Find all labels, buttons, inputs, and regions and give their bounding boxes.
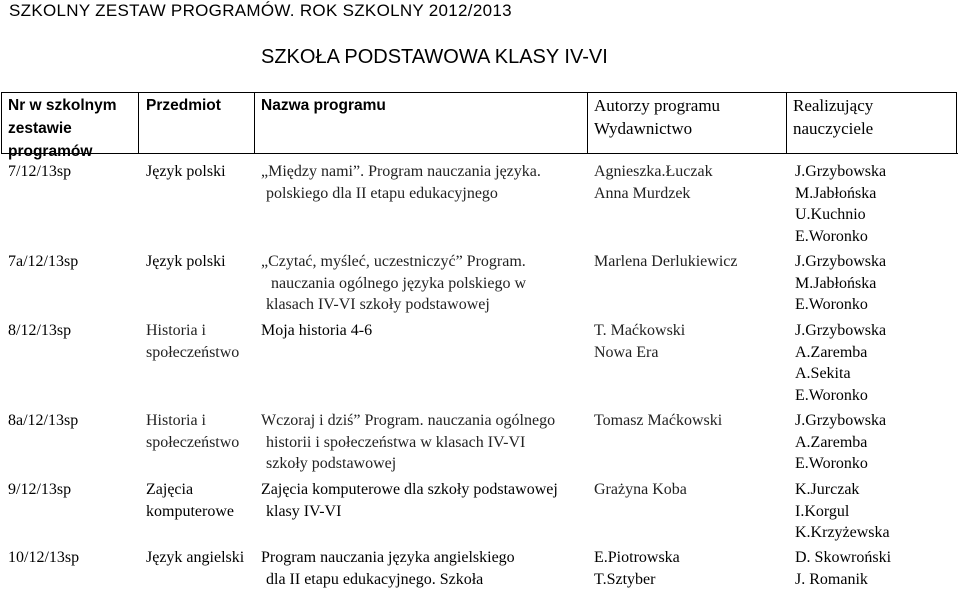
row-authors: E.Piotrowska T.Sztyber xyxy=(594,549,680,588)
row-teachers: J.Grzybowska A.Zaremba E.Woronko xyxy=(795,412,887,472)
row-program: Program nauczania języka angielskiego dla II etapu edukacyjnego. Szkoła xyxy=(261,549,515,588)
column-header-nr: Nr w szkolnym zestawie programów xyxy=(8,97,117,160)
column-divider xyxy=(587,92,588,154)
row-subject: Język angielski xyxy=(146,549,245,566)
row-program: „Między nami”. Program nauczania języka. polskiego dla II etapu edukacyjnego xyxy=(261,163,541,202)
row-teachers: J.Grzybowska A.Zaremba A.Sekita E.Woronko xyxy=(795,322,887,404)
column-header-subject: Przedmiot xyxy=(146,97,221,114)
row-authors: T. Maćkowski Nowa Era xyxy=(594,322,686,361)
row-number: 7a/12/13sp xyxy=(8,253,79,270)
document-title: SZKOLNY ZESTAW PROGRAMÓW. ROK SZKOLNY 2012/2013 xyxy=(9,1,512,20)
row-program: Wczoraj i dziś” Program. nauczania ogólnego historii i społeczeństwa w klasach IV-VI szkoły podstawowej xyxy=(261,412,556,472)
row-subject: Zajęcia komputerowe xyxy=(146,481,234,520)
row-program: Zajęcia komputerowe dla szkoły podstawowej klasy IV-VI xyxy=(261,481,558,520)
row-number: 8a/12/13sp xyxy=(8,412,79,429)
row-subject: Historia i społeczeństwo xyxy=(146,322,240,361)
column-header-authors: Autorzy programu Wydawnictwo xyxy=(594,96,721,138)
row-number: 10/12/13sp xyxy=(8,549,80,566)
column-divider xyxy=(786,92,787,154)
row-teachers: D. Skowroński J. Romanik xyxy=(795,549,892,588)
row-program: Moja historia 4-6 xyxy=(261,322,373,339)
program-table xyxy=(1,92,958,594)
header-row-divider xyxy=(1,153,958,154)
row-subject: Język polski xyxy=(146,253,226,270)
column-divider xyxy=(254,92,255,154)
row-number: 9/12/13sp xyxy=(8,481,72,498)
column-header-program: Nazwa programu xyxy=(261,97,386,114)
row-program: „Czytać, myśleć, uczestniczyć” Program. nauczania ogólnego języka polskiego w klasach IV-VI szkoły podstawowej xyxy=(261,253,527,313)
row-authors: Agnieszka.Łuczak Anna Murdzek xyxy=(594,163,713,202)
row-number: 7/12/13sp xyxy=(8,163,72,180)
row-authors: Grażyna Koba xyxy=(594,481,687,498)
column-divider xyxy=(138,92,139,154)
column-header-teachers: Realizujący nauczyciele xyxy=(793,96,874,138)
row-subject: Historia i społeczeństwo xyxy=(146,412,240,451)
row-number: 8/12/13sp xyxy=(8,322,72,339)
row-teachers: K.Jurczak I.Korgul K.Krzyżewska xyxy=(795,481,890,541)
row-authors: Tomasz Maćkowski xyxy=(594,412,723,429)
school-heading: SZKOŁA PODSTAWOWA KLASY IV-VI xyxy=(261,46,608,68)
row-teachers: J.Grzybowska M.Jabłońska U.Kuchnio E.Woronko xyxy=(795,163,887,245)
row-subject: Język polski xyxy=(146,163,226,180)
row-authors: Marlena Derlukiewicz xyxy=(594,253,738,270)
row-teachers: J.Grzybowska M.Jabłońska E.Woronko xyxy=(795,253,887,313)
